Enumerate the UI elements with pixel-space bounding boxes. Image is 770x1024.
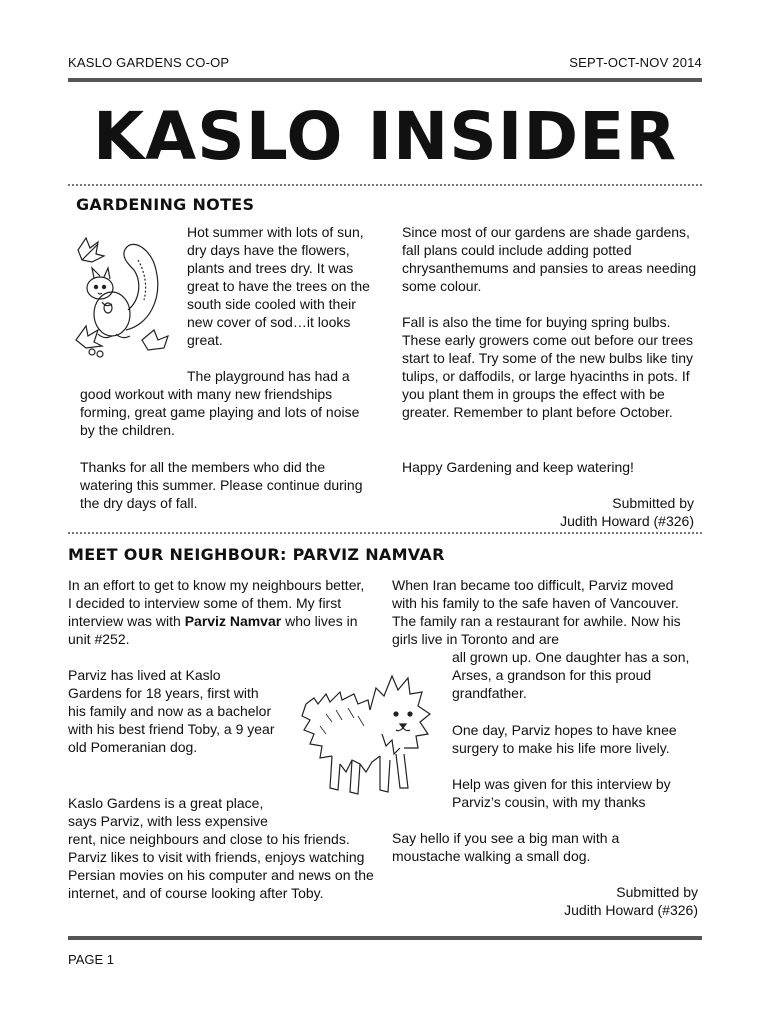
neighbour-right-paragraph-2: One day, Parviz hopes to have knee surgery to make his life more lively. [452,722,677,756]
interviewee-name: Parviz Namvar [184,613,282,629]
footer-rule [68,936,702,940]
page-number: PAGE 1 [68,952,115,967]
neighbour-right-paragraph-1-start: When Iran became too difficult, Parviz moved with his family to the safe haven of Vancouver. The family ran a restaurant for awhile. Now his girls live in Toronto and are [392,577,681,647]
dog-illustration [296,664,446,804]
organization-name: KASLO GARDENS CO-OP [68,55,230,70]
neighbour-paragraph-3-rest: rent, nice neighbours and close to his friends. Parviz likes to visit with friends, enjoys watching Persian movies on his computer and news on the internet, and of course looking after Toby. [68,831,374,901]
neighbour-heading: MEET OUR NEIGHBOUR: PARVIZ NAMVAR [68,545,445,564]
gardening-paragraph-2-rest: good workout with many new friendships forming, great game playing and lots of noise by the children. [80,386,360,438]
neighbour-submitted-name: Judith Howard (#326) [564,902,698,918]
gardening-right-paragraph-3: Happy Gardening and keep watering! [402,459,634,475]
squirrel-icon [68,230,178,360]
masthead-divider [68,184,702,186]
pomeranian-icon [296,664,446,804]
neighbour-paragraph-1-end: who lives in unit #252. [68,613,358,647]
neighbour-right-paragraph-1-rest: all grown up. One daughter has a son, Arses, a grandson for this proud grandfather. [452,649,690,701]
squirrel-illustration [68,230,178,360]
issue-date: SEPT-OCT-NOV 2014 [569,55,702,70]
neighbour-right-paragraph-3: Help was given for this interview by Parviz’s cousin, with my thanks [452,776,671,810]
gardening-paragraph-2-start: The playground has had a [187,368,350,384]
gardening-submitted-name: Judith Howard (#326) [560,513,694,529]
neighbour-paragraph-1 [68,576,368,648]
gardening-paragraph-3: Thanks for all the members who did the watering this summer. Please continue during the dry days of fall. [80,459,363,511]
masthead-title: KASLO INSIDER [92,98,678,175]
gardening-right-paragraph-2: Fall is also the time for buying spring bulbs. These early growers come out before our trees start to leaf. Try some of the new bulbs like tiny tulips, or daffodils, or large hyacinths in pots. If you plant them in groups the effect with be greater. Remember to plant before October. [402,314,694,420]
neighbour-paragraph-3-start: Kaslo Gardens is a great place, says Parviz, with less expensive [68,795,268,829]
gardening-submitted-label: Submitted by [612,495,694,511]
gardening-notes-heading: GARDENING NOTES [76,195,255,214]
neighbour-submitted-label: Submitted by [616,884,698,900]
neighbour-paragraph-1-start: In an effort to get to know my neighbours better, I decided to interview some of them. My first interview was with [68,577,365,629]
section-divider [68,532,702,534]
gardening-paragraph-1: Hot summer with lots of sun, dry days have the flowers, plants and trees dry. It was great to have the trees on the south side cooled with their new cover of sod…it looks great. [187,224,370,348]
gardening-right-paragraph-1: Since most of our gardens are shade gardens, fall plans could include adding potted chrysanthemums and pansies to areas needing some colour. [402,224,697,294]
header-rule [68,78,702,82]
neighbour-paragraph-2: Parviz has lived at Kaslo Gardens for 18 years, first with his family and now as a bachelor with his best friend Toby, a 9 year old Pomeranian dog. [68,667,275,755]
neighbour-right-paragraph-4: Say hello if you see a big man with a moustache walking a small dog. [392,830,620,864]
